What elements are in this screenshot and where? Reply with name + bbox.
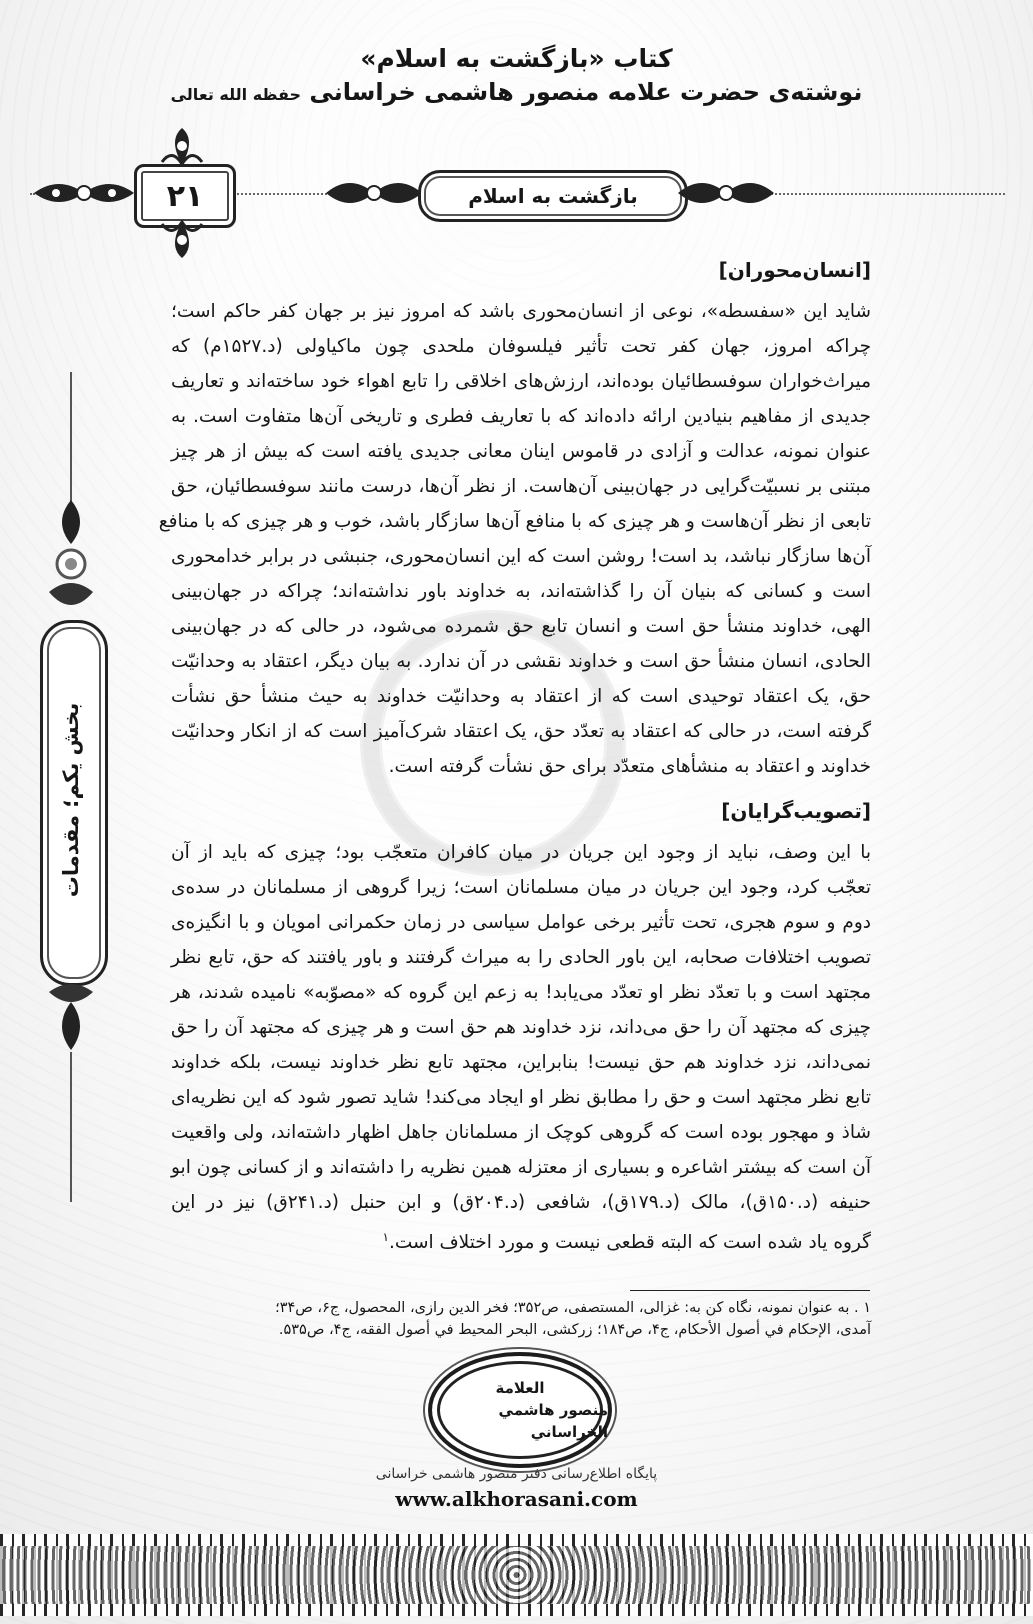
footnote-rule <box>630 1290 870 1291</box>
text-line: الهی، خداوند منشأ حق است و انسان تابع حق شمرده می‌شود، در حالی که در جهان‌بینی <box>171 616 871 637</box>
ornament-section-left-icon <box>326 173 422 213</box>
text-line: آن است که بیشتر اشاعره و بسیاری از معتزله همین نظریه را داشته‌اند و از کسانی چون ابو <box>171 1157 871 1178</box>
site-label: پایگاه اطلاع‌رسانی دفتر منصور هاشمی خراسانی <box>375 1466 658 1482</box>
site-url-link[interactable]: www.alkhorasani.com <box>395 1487 638 1511</box>
side-rule-bottom <box>70 1052 72 1202</box>
author-honorific: حفظه الله تعالی <box>170 85 302 104</box>
text-line: نمی‌داند، نزد خداوند هم حق نیست! بنابراین، مجتهد تابع نظر خداوند نیست، بلکه خداوند <box>171 1052 871 1073</box>
text-line: گرفته است، در حالی که اعتقاد به تعدّد حق، یک اعتقاد شرک‌آمیز است که از انکار وحدانیّت <box>171 721 871 742</box>
text-line: الحادی، انسان منشأ حق است و خداوند نقشی در آن ندارد. به بیان دیگر، اعتقاد به وحدانیّت <box>171 651 871 672</box>
footnote <box>171 1297 871 1341</box>
text-line: تصویب اختلافات صحابه، این باور الحادی را به میراث گرفتند و باور یافتند که حق، تابع نظر <box>171 947 871 968</box>
paragraph-2 <box>171 835 871 1260</box>
running-header <box>0 42 1033 111</box>
text-line: مجتهد است و با تعدّد نظر او تعدّد می‌یابد! به زعم این گروه که «مصوّبه» نامیده شدند، هر <box>171 982 871 1003</box>
author-line <box>0 76 1033 111</box>
ornament-left-icon <box>34 173 134 213</box>
seal-line-2: منصور هاشمي الخراساني <box>498 1401 608 1441</box>
paragraph-1 <box>158 294 872 784</box>
text-line: میراث‌خواران سوفسطائیان بوده‌اند، ارزش‌های اخلاقی را تابع اهواء خود ساخته‌اند و تعاریف <box>171 371 871 392</box>
text-line-content: گروه یاد شده است که البته قطعی نیست و مورد اختلاف است. <box>388 1232 871 1254</box>
side-rule-top <box>70 372 72 502</box>
book-title: کتاب «بازگشت به اسلام» <box>360 44 673 73</box>
heading-infallibilists: [تصویب‌گرایان] <box>721 799 871 823</box>
ornament-top-icon <box>158 126 206 166</box>
text-line: حنیفه (د.۱۵۰ق)، مالک (د.۱۷۹ق)، شافعی (د.۲۰۴ق) و ابن حنبل (د.۲۴۱ق) نیز در این <box>171 1192 871 1213</box>
footnote-marker[interactable]: ۱ <box>382 1230 389 1244</box>
text-line: جدیدی از مفاهیم بنیادین ارائه داده‌اند که با تعاریف فطری و تاریخی آن‌ها متفاوت است. به <box>171 406 871 427</box>
page-number: ۲۱ <box>134 164 236 228</box>
text-line: چیزی که مجتهد آن را حق می‌داند، نزد خداوند هم حق است و هر چیزی که مجتهد آن را حق <box>171 1017 871 1038</box>
text-line: خداوند و اعتقاد به منشأهای متعدّد برای حق نشأت گرفته است. <box>388 756 871 777</box>
text-line: است و کسانی که بنیان آن را گذاشته‌اند، به خداوند باور نداشته‌اند؛ چراکه در جهان‌بینی <box>171 581 871 602</box>
author-seal-logo <box>428 1352 612 1468</box>
ornament-section-right-icon <box>678 173 774 213</box>
header-ornament-row <box>30 158 1005 228</box>
text-line: آن‌ها سازگار نباشد، بد است! روشن است که این انسان‌محوری، جنبشی در برابر خدامحوری <box>171 546 871 567</box>
text-line: مبتنی بر نسبیّت‌گرایی در جهان‌بینی آن‌هاست. از نظر آن‌ها، درست مانند سوفسطائیان، حق <box>171 476 871 497</box>
text-line: تابع نظر مجتهد است و حق را مطابق نظر او ایجاد می‌کند! شاید تصور شود که این نظریه‌ای <box>171 1087 871 1108</box>
footnote-line: آمدی، الإحکام في أصول الأحکام، ج۴، ص۱۸۴؛ زرکشی، البحر المحیط في أصول الفقه، ج۴، ص۵۳۵. <box>278 1322 871 1338</box>
footnote-line: ۱ . به عنوان نمونه، نگاه کن به: غزالی، المستصفی، ص۳۵۲؛ فخر الدین رازی، المحصول، ج۶، ص۳۴؛ <box>275 1300 871 1316</box>
text-line: دوم و سوم هجری، تحت تأثیر برخی عوامل سیاسی در زمان حکمرانی امویان و با انگیزه‌ی <box>171 912 871 933</box>
part-label: بخش یکم؛ مقدمات <box>59 702 83 898</box>
bottom-ornamental-band <box>0 1534 1033 1616</box>
seal-line-1: العلامة <box>495 1379 545 1397</box>
text-line: شاید این «سفسطه»، نوعی از انسان‌محوری باشد که امروز نیز بر جهان کفر حاکم است؛ <box>171 301 871 322</box>
text-line: حق، یک اعتقاد توحیدی است که از اعتقاد به وحدانیّت خداوند به حیث منشأ حق نشأت <box>171 686 871 707</box>
text-line: با این وصف، نباید از وجود این جریان در میان کافران متعجّب بود؛ چیزی که باید از آن <box>171 842 871 863</box>
side-ornament-bottom-icon <box>45 982 97 1052</box>
text-line: تابعی از نظر آن‌هاست و هر چیزی که با منافع آن‌ها سازگار باشد، خوب و هر چیزی که با منافع <box>158 511 871 532</box>
text-line: چراکه امروز، جهان کفر تحت تأثیر فیلسوفان ملحدی چون ماکیاولی (د.۱۵۲۷م) که <box>171 336 872 357</box>
text-line: تعجّب کرد، وجود این جریان در میان مسلمانان است؛ زیرا گروهی از مسلمانان در سده‌ی <box>171 877 871 898</box>
author-name: نوشته‌ی حضرت علامه منصور هاشمی خراسانی <box>309 78 863 106</box>
heading-anthropocentrists: [انسان‌محوران] <box>718 258 871 282</box>
text-line-last <box>171 1220 871 1260</box>
main-text <box>158 253 872 1260</box>
text-line: شاذ و مهجور بوده است که گروهی کوچک از مسلمانان جاهل اظهار داشته‌اند، ولی واقعیت <box>171 1122 871 1143</box>
text-line: عنوان نمونه، عدالت و آزادی در قاموس اینان معانی جدیدی یافته است که بیش از هر چیز <box>171 441 871 462</box>
side-ornament-top-icon <box>45 500 97 620</box>
section-title: بازگشت به اسلام <box>418 170 688 222</box>
